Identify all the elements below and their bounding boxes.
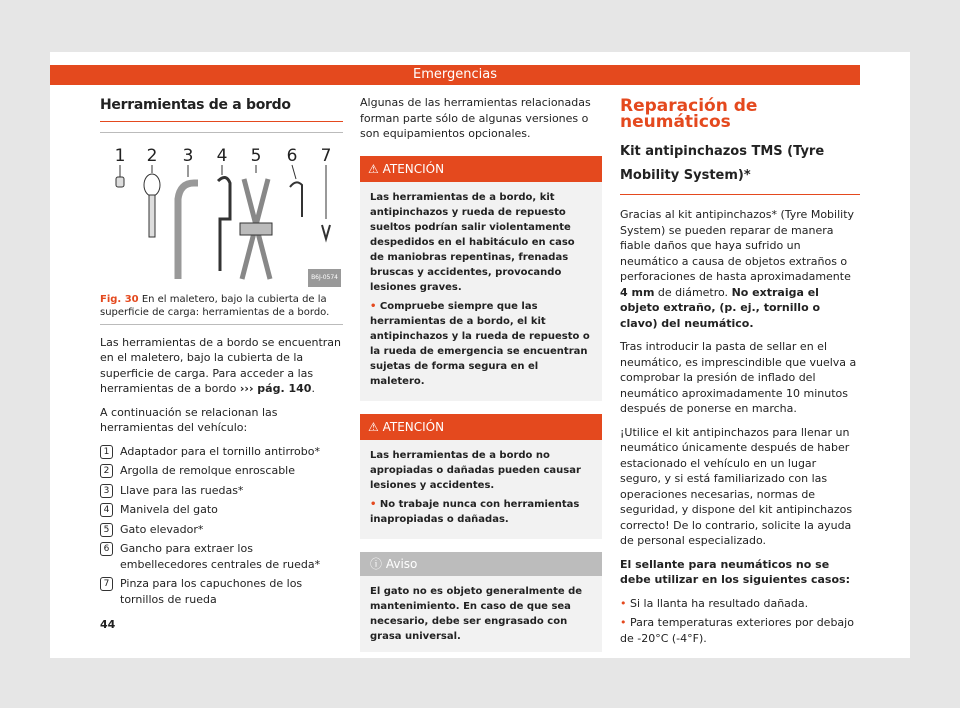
tow-eye-icon	[149, 195, 155, 237]
tools-drawing	[100, 139, 343, 289]
column-tools	[100, 95, 343, 611]
section-heading: Herramientas de a bordo	[100, 98, 343, 122]
crank-icon	[218, 177, 230, 271]
column-warnings	[360, 95, 602, 665]
chapter-header: Emergencias	[50, 65, 860, 85]
cases-heading: El sellante para neumáticos no se debe utilizar en los siguientes casos:	[620, 557, 850, 586]
kit-description: Gracias al kit antipinchazos* (Tyre Mobility System) se pueden reparar de manera fiable daños que haya sufrido un neumático a causa de objetos extraños o perforaciones de hasta aproximadamente 4 mm de diámetro. No extraiga el objeto extraño, (p. ej., tornillo o clavo) del neumático.	[620, 208, 855, 330]
pressure-check-paragraph: Tras introducir la pasta de sellar en el neumático, es imprescindible que vuelva a comprobar la presión de inflado del neumático aproximadamente 10 minutos después de ponerse en marcha.	[620, 340, 857, 415]
optional-equipment-note: Algunas de las herramientas relacionadas forman parte sólo de algunas versiones o son equipamientos opcionales.	[360, 96, 591, 140]
list-item: 5 Gato elevador*	[100, 522, 343, 538]
warning-triangle-icon: ⚠	[368, 161, 379, 176]
bullet-icon: •	[620, 616, 630, 629]
wheel-wrench-icon	[178, 183, 198, 279]
warning-body: Las herramientas de a bordo no apropiadas o dañadas pueden causar lesiones y accidentes. • No trabaje nunca con herramientas inapropiadas o dañadas.	[370, 449, 581, 525]
tools-illustration	[100, 139, 343, 289]
tool-label-6: 6	[286, 145, 298, 166]
list-item: 6 Gancho para extraer los embellecedores centrales de rueda*	[100, 541, 343, 572]
list-item: • Si la llanta ha resultado dañada.	[620, 596, 809, 610]
pliers-icon	[322, 225, 330, 239]
list-item: • Para temperaturas exteriores por debajo de -20°C (-4°F).	[620, 616, 854, 645]
hook-icon	[290, 182, 302, 217]
bullet-icon: •	[370, 498, 380, 510]
tool-label-1: 1	[114, 145, 126, 166]
warning-body: Las herramientas de a bordo, kit antipinchazos y rueda de repuesto sueltos podrían salir violentamente despedidos en el habitáculo en caso de maniobras repentinas, frenadas bruscas y accidentes, provocando lesiones graves. • Compruebe siempre que las herramientas de a bordo, el kit antipinchazos y la rueda de repuesto o la rueda de emergencia se encuentran sujetas de forma segura en el maletero.	[370, 191, 590, 387]
usage-paragraph: ¡Utilice el kit antipinchazos para llenar un neumático únicamente después de haber estacionado el vehículo en un lugar seguro, y si está familiarizado con las operaciones necesarias, normas de seguridad, y dispone del kit antipinchazos correcto! De lo contrario, solicite la ayuda de personal especializado.	[620, 425, 853, 547]
figure-30	[100, 132, 343, 325]
list-item: 4 Manivela del gato	[100, 502, 343, 518]
page-reference-link[interactable]: ››› pág. 140	[239, 382, 312, 395]
note-box	[360, 552, 602, 652]
warning-header: ⚠ ATENCIÓN	[360, 414, 602, 440]
caption-number: Fig. 30	[100, 293, 139, 305]
section-title: Reparación de neumáticos	[620, 96, 758, 132]
column-tire-repair	[620, 95, 860, 654]
subsection-title: Kit antipinchazos TMS (Tyre Mobility System)*	[620, 140, 860, 195]
bullet-icon: •	[370, 300, 380, 312]
note-body: El gato no es objeto generalmente de mantenimiento. En caso de que sea necesario, debe ser engrasado con grasa universal.	[370, 585, 583, 642]
tool-label-2: 2	[146, 145, 158, 166]
caption-text: En el maletero, bajo la cubierta de la superficie de carga: herramientas de a bordo.	[100, 293, 330, 318]
figure-code: B6J-0574	[308, 269, 341, 287]
bullet-icon: •	[620, 596, 630, 610]
tool-label-5: 5	[250, 145, 262, 166]
warning-box-1	[360, 156, 602, 401]
warning-triangle-icon: ⚠	[368, 419, 379, 434]
list-item: 1 Adaptador para el tornillo antirrobo*	[100, 444, 343, 460]
tool-label-4: 4	[216, 145, 228, 166]
info-icon: ⓘ	[370, 556, 383, 571]
list-item: 3 Llave para las ruedas*	[100, 483, 343, 499]
page-number: 44	[100, 618, 116, 631]
note-header: ⓘ Aviso	[360, 552, 602, 576]
tools-list	[100, 444, 343, 608]
list-intro: A continuación se relacionan las herramientas del vehículo:	[100, 405, 278, 434]
tool-label-3: 3	[182, 145, 194, 166]
list-item: 2 Argolla de remolque enroscable	[100, 463, 343, 479]
tool-label-7: 7	[320, 145, 332, 166]
list-item: 7 Pinza para los capuchones de los tornillos de rueda	[100, 576, 343, 607]
intro-paragraph: Las herramientas de a bordo se encuentran en el maletero, bajo la cubierta de la superficie de carga. Para acceder a las herramientas de a bordo ››› pág. 140.	[100, 335, 341, 395]
warning-header: ⚠ ATENCIÓN	[360, 156, 602, 182]
adapter-icon	[116, 177, 124, 187]
warning-box-2	[360, 414, 602, 539]
figure-caption	[100, 289, 343, 324]
